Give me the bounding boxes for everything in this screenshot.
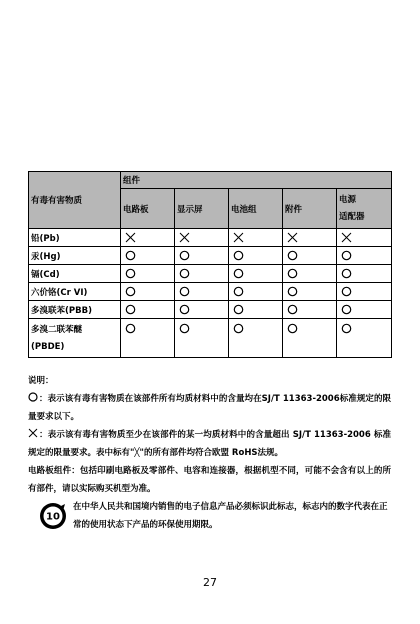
epup-logo-row bbox=[28, 498, 391, 538]
hazardous-substance-table bbox=[28, 171, 392, 358]
compliance-cell bbox=[121, 265, 175, 283]
cross-mark-icon bbox=[125, 232, 136, 243]
compliance-cell bbox=[229, 247, 283, 265]
column-header-circuit-board: 电路板 bbox=[121, 189, 175, 229]
circle-mark-icon bbox=[125, 268, 136, 279]
circle-mark-icon bbox=[179, 286, 190, 297]
note-cross bbox=[28, 426, 391, 462]
table-row bbox=[29, 229, 392, 247]
circle-mark-icon bbox=[125, 304, 136, 315]
table-row bbox=[29, 301, 392, 319]
compliance-cell bbox=[337, 319, 392, 358]
substance-name-cell: 汞(Hg) bbox=[29, 247, 121, 265]
compliance-cell bbox=[337, 229, 392, 247]
cross-mark-icon bbox=[233, 232, 244, 243]
table-row bbox=[29, 319, 392, 358]
substance-name-line2: (PBDE) bbox=[31, 342, 65, 352]
compliance-cell bbox=[121, 301, 175, 319]
circle-mark-icon bbox=[287, 323, 298, 334]
compliance-cell bbox=[175, 247, 229, 265]
note-cross-text: ：表示该有毒有害物质至少在该部件的某一均质材料中的含量超出 SJ/T 11363-2006 标准规定的限量要求。表中标有"╳"的所有部件均符合欧盟 RoHS法规。 bbox=[28, 430, 391, 458]
circle-mark-icon bbox=[287, 268, 298, 279]
column-header-power-adapter bbox=[337, 189, 392, 229]
circle-mark-icon bbox=[179, 323, 190, 334]
compliance-cell bbox=[283, 229, 337, 247]
note-circle bbox=[28, 390, 391, 426]
cross-symbol-icon bbox=[28, 428, 38, 438]
circle-mark-icon bbox=[233, 268, 244, 279]
compliance-cell bbox=[121, 319, 175, 358]
compliance-cell bbox=[175, 283, 229, 301]
epup-logo-number: 10 bbox=[46, 511, 60, 523]
compliance-cell bbox=[337, 247, 392, 265]
column-header-accessories: 附件 bbox=[283, 189, 337, 229]
circle-mark-icon bbox=[179, 304, 190, 315]
circle-mark-icon bbox=[233, 286, 244, 297]
circle-mark-icon bbox=[179, 250, 190, 261]
notes-section bbox=[28, 372, 391, 538]
compliance-cell bbox=[175, 301, 229, 319]
compliance-cell bbox=[121, 283, 175, 301]
cross-mark-icon bbox=[341, 232, 352, 243]
substance-name-cell: 镉(Cd) bbox=[29, 265, 121, 283]
compliance-cell bbox=[283, 247, 337, 265]
circle-mark-icon bbox=[341, 286, 352, 297]
cross-mark-icon bbox=[287, 232, 298, 243]
compliance-cell bbox=[121, 247, 175, 265]
column-header-power-line1: 电源 bbox=[339, 194, 357, 205]
compliance-cell bbox=[229, 319, 283, 358]
substance-name-line1: 多溴二联苯醚 bbox=[31, 325, 83, 335]
compliance-cell bbox=[229, 283, 283, 301]
compliance-cell bbox=[337, 301, 392, 319]
table-row bbox=[29, 283, 392, 301]
component-group-header: 组件 bbox=[121, 172, 392, 189]
table-body bbox=[29, 229, 392, 358]
substance-header: 有毒有害物质 bbox=[29, 172, 121, 229]
substance-name-cell: 多溴联苯(PBB) bbox=[29, 301, 121, 319]
compliance-cell bbox=[337, 283, 392, 301]
circle-mark-icon bbox=[233, 250, 244, 261]
compliance-cell bbox=[229, 301, 283, 319]
circle-mark-icon bbox=[125, 286, 136, 297]
table-row bbox=[29, 247, 392, 265]
circle-mark-icon bbox=[341, 250, 352, 261]
compliance-cell bbox=[337, 265, 392, 283]
circle-mark-icon bbox=[179, 268, 190, 279]
cross-mark-icon bbox=[179, 232, 190, 243]
compliance-cell bbox=[283, 319, 337, 358]
circle-mark-icon bbox=[287, 250, 298, 261]
compliance-cell bbox=[121, 229, 175, 247]
circle-mark-icon bbox=[341, 304, 352, 315]
compliance-cell bbox=[175, 229, 229, 247]
circle-mark-icon bbox=[233, 304, 244, 315]
compliance-cell bbox=[283, 301, 337, 319]
circle-mark-icon bbox=[233, 323, 244, 334]
circle-mark-icon bbox=[125, 250, 136, 261]
note-circuit-board: 电路板组件：包括印刷电路板及零部件、电容和连接器，根据机型不同，可能不会含有以上的所有部件，请以实际购买机型为准。 bbox=[28, 466, 391, 494]
column-header-battery: 电池组 bbox=[229, 189, 283, 229]
circle-mark-icon bbox=[125, 323, 136, 334]
column-header-display: 显示屏 bbox=[175, 189, 229, 229]
substance-name-cell: 铅(Pb) bbox=[29, 229, 121, 247]
circle-symbol-icon bbox=[28, 392, 38, 402]
compliance-cell bbox=[229, 229, 283, 247]
column-header-power-line2: 适配器 bbox=[339, 211, 365, 222]
epup-logo-text: 在中华人民共和国境内销售的电子信息产品必须标识此标志，标志内的数字代表在正常的使用状态下产品的环保使用期限。 bbox=[73, 502, 388, 530]
compliance-cell bbox=[283, 265, 337, 283]
substance-name-cell bbox=[29, 319, 121, 358]
page-number: 27 bbox=[203, 576, 217, 589]
compliance-cell bbox=[283, 283, 337, 301]
compliance-cell bbox=[229, 265, 283, 283]
compliance-cell bbox=[175, 265, 229, 283]
circle-mark-icon bbox=[341, 268, 352, 279]
compliance-cell bbox=[175, 319, 229, 358]
circle-mark-icon bbox=[341, 323, 352, 334]
substance-name-cell: 六价铬(Cr VI) bbox=[29, 283, 121, 301]
circle-mark-icon bbox=[287, 286, 298, 297]
circle-mark-icon bbox=[287, 304, 298, 315]
epup-10-year-logo-icon bbox=[39, 502, 67, 530]
note-circle-text: ：表示该有毒有害物质在该部件所有均质材料中的含量均在SJ/T 11363-2006标准规定的限量要求以下。 bbox=[28, 394, 391, 422]
table-row bbox=[29, 265, 392, 283]
notes-heading: 说明： bbox=[28, 376, 54, 386]
